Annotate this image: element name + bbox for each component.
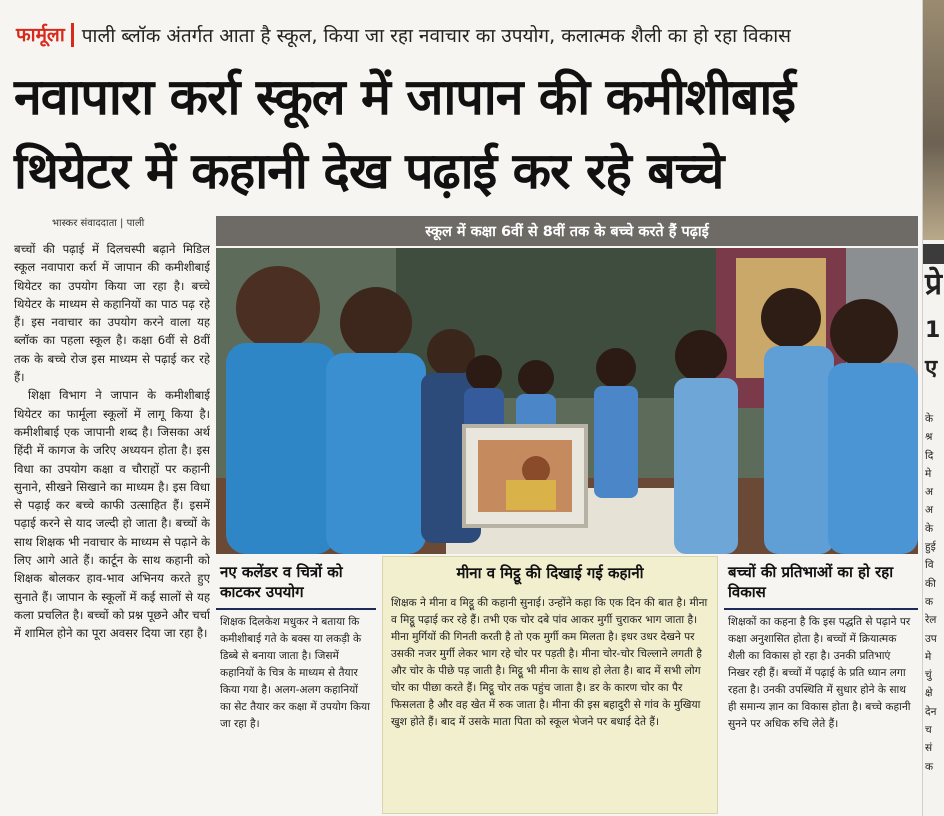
neighbor-text-fragments <box>925 410 944 776</box>
neighbor-subhead-fragment: ए <box>925 356 938 381</box>
kicker-tag: फार्मूला <box>16 23 74 47</box>
neighbor-number-fragment: 1 <box>925 318 941 343</box>
sub-story-meena-body: शिक्षक ने मीना व मिट्ठू की कहानी सुनाई। उन्होंने कहा कि एक दिन की बात है। मीना व मिट्ठू पढ़ाई कर रहे हैं। तभी एक चोर दबे पांव आकर मुर्गी चुराकर भाग जाता है। मीना मुर्गियों की गिनती करती है तो एक मुर्गी कम मिलता है। इधर उधर देखने पर उसकी नजर मुर्गी लेकर भाग रहे चोर पर पड़ती है। मीना चोर-चोर चिल्लाने लगती है और चोर के पीछे पड़ जाती है। मिट्ठू भी मीना के साथ हो लेता है। बाद में सभी लोग चोर का पीछा करते हैं। मिट्ठू चोर तक पहुंच जाता है। डर के कारण चोर का पैर फिसलता है और वह खेत में रुक जाता है। मीना की इस बहादुरी से गांव के मुखिया खुश होते हैं। बाद में उसके माता पिता को स्कूल भेजने पर बधाई देते हैं। <box>391 597 708 728</box>
kicker-strip <box>16 18 916 52</box>
sub-story-talent-heading: बच्चों की प्रतिभाओं का हो रहा विकास <box>724 556 918 610</box>
classroom-illustration <box>216 248 918 554</box>
neighbor-text-line: सं <box>925 742 933 755</box>
neighbor-text-line: मे <box>925 467 932 480</box>
neighbor-text-line: उप <box>925 632 937 645</box>
sub-story-calendar-heading: नए कलेंडर व चित्रों को काटकर उपयोग <box>216 556 376 610</box>
neighbor-bar <box>923 244 944 264</box>
neighbor-text-line: क <box>925 595 934 608</box>
sub-story-calendar <box>216 556 376 814</box>
neighbor-text-line: के <box>925 413 934 425</box>
neighbor-text-line: की <box>925 577 936 590</box>
headline-line-1: नवापारा कर्रा स्कूल में जापान की कमीशीबाई <box>14 68 795 126</box>
sub-story-talent <box>724 556 918 814</box>
headline-line-2: थियेटर में कहानी देख पढ़ाई कर रहे बच्चे <box>14 142 724 200</box>
neighbor-text-line: क्षे <box>925 687 933 700</box>
sub-story-calendar-body: शिक्षक दिलकेश मधुकर ने बताया कि कमीशीबाई गते के बक्स या लकड़ी के डिब्बे से बनाया जाता है। जिसमें कहानियों के चित्र के माध्यम से तैयार किया गया है। अलग-अलग कहानियों का सेट तैयार कर कक्षा में उपयोग किया जा रहा है। <box>220 616 370 730</box>
neighbor-text-line: दि <box>925 449 934 462</box>
story-paragraph-2: शिक्षा विभाग ने जापान के कमीशीबाई थियेटर का फार्मूला स्कूलों में लागू किया है। कमीशीबाई एक जापानी शब्द है। जिसका अर्थ हिंदी में कागज के जरिए अध्ययन होता है। इस विधा का उपयोग कक्षा व चौराहों पर कहानी सुनाने, सीखने सिखाने का माध्यम है। इस विधा से पढ़ाई कर बच्चे काफी उत्साहित हैं। इसमें पढ़ाई करने से याद जल्दी हो जाता है। बच्चों के साथ शिक्षक भी नवाचार के माध्यम से पढ़ाने के लिए आगे आते हैं। कार्टून के साथ कहानी को शिक्षक बोलकर हाव-भाव अभिनय करते हुए सुनाते हैं। जापान के स्कूलों में कई सालों से यह कला प्रचलित है। बच्चों को प्रश्न पूछने और चर्चा में शामिल होने का पूरा अवसर दिया जा रहा है। <box>14 388 210 641</box>
neighbor-text-line: के <box>925 522 934 535</box>
classroom-photo <box>216 248 918 554</box>
neighbor-text-line: क <box>925 760 934 773</box>
neighbor-text-line: रेल <box>925 614 937 627</box>
neighbor-text-line: अ <box>925 486 934 499</box>
neighbor-text-line: मे <box>925 650 932 663</box>
neighbor-article-sliver <box>922 0 944 816</box>
left-column-story <box>14 240 210 800</box>
neighbor-text-line: वि <box>925 559 934 572</box>
neighbor-text-line: श्र <box>925 431 933 444</box>
photo-caption: स्कूल में कक्षा 6वीं से 8वीं तक के बच्चे करते हैं पढ़ाई <box>216 216 918 246</box>
headline <box>14 60 924 208</box>
story-paragraph-1: बच्चों की पढ़ाई में दिलचस्पी बढ़ाने मिडिल स्कूल नवापारा कर्रा में जापान की कमीशीबाई थियेटर का उपयोग किया जा रहा है। बच्चे थियेटर के माध्यम से कहानियों का पाठ पढ़ रहे हैं। इस नवाचार का उपयोग करने वाला यह ब्लॉक का पहला स्कूल है। कक्षा 6वीं से 8वीं तक के बच्चे रोज इस माध्यम से पढ़ाई कर रहे हैं। <box>14 242 210 385</box>
kicker-text: पाली ब्लॉक अंतर्गत आता है स्कूल, किया जा रहा नवाचार का उपयोग, कलात्मक शैली का हो रहा विकास <box>81 25 791 47</box>
neighbor-headline-fragment: प्रे <box>925 267 943 302</box>
neighbor-text-line: देन <box>925 705 937 718</box>
neighbor-text-line: चुं <box>925 669 932 682</box>
sub-story-talent-body: शिक्षकों का कहना है कि इस पद्धति से पढ़ाने पर कक्षा अनुशासित होता है। बच्चों में क्रियात्मक शैली का विकास हो रहा है। उनकी प्रतिभाएं निखर रही हैं। बच्चों में पढ़ाई के प्रति ध्यान लगा रहता है। उनकी उपस्थिति में सुधार होने के साथ ही समान्य ज्ञान का विकास होता है। बच्चे कहानी सुनने पर अधिक रुचि लेते हैं। <box>728 616 911 730</box>
sub-story-meena-mitthu <box>382 556 718 814</box>
neighbor-text-line: अ <box>925 504 934 517</box>
sub-story-meena-heading: मीना व मिट्ठू की दिखाई गई कहानी <box>456 564 644 582</box>
neighbor-text-line: च <box>925 724 932 737</box>
neighbor-photo <box>923 0 944 240</box>
byline: भास्कर संवाददाता | पाली <box>52 218 145 229</box>
neighbor-text-line: हुई <box>925 541 936 554</box>
